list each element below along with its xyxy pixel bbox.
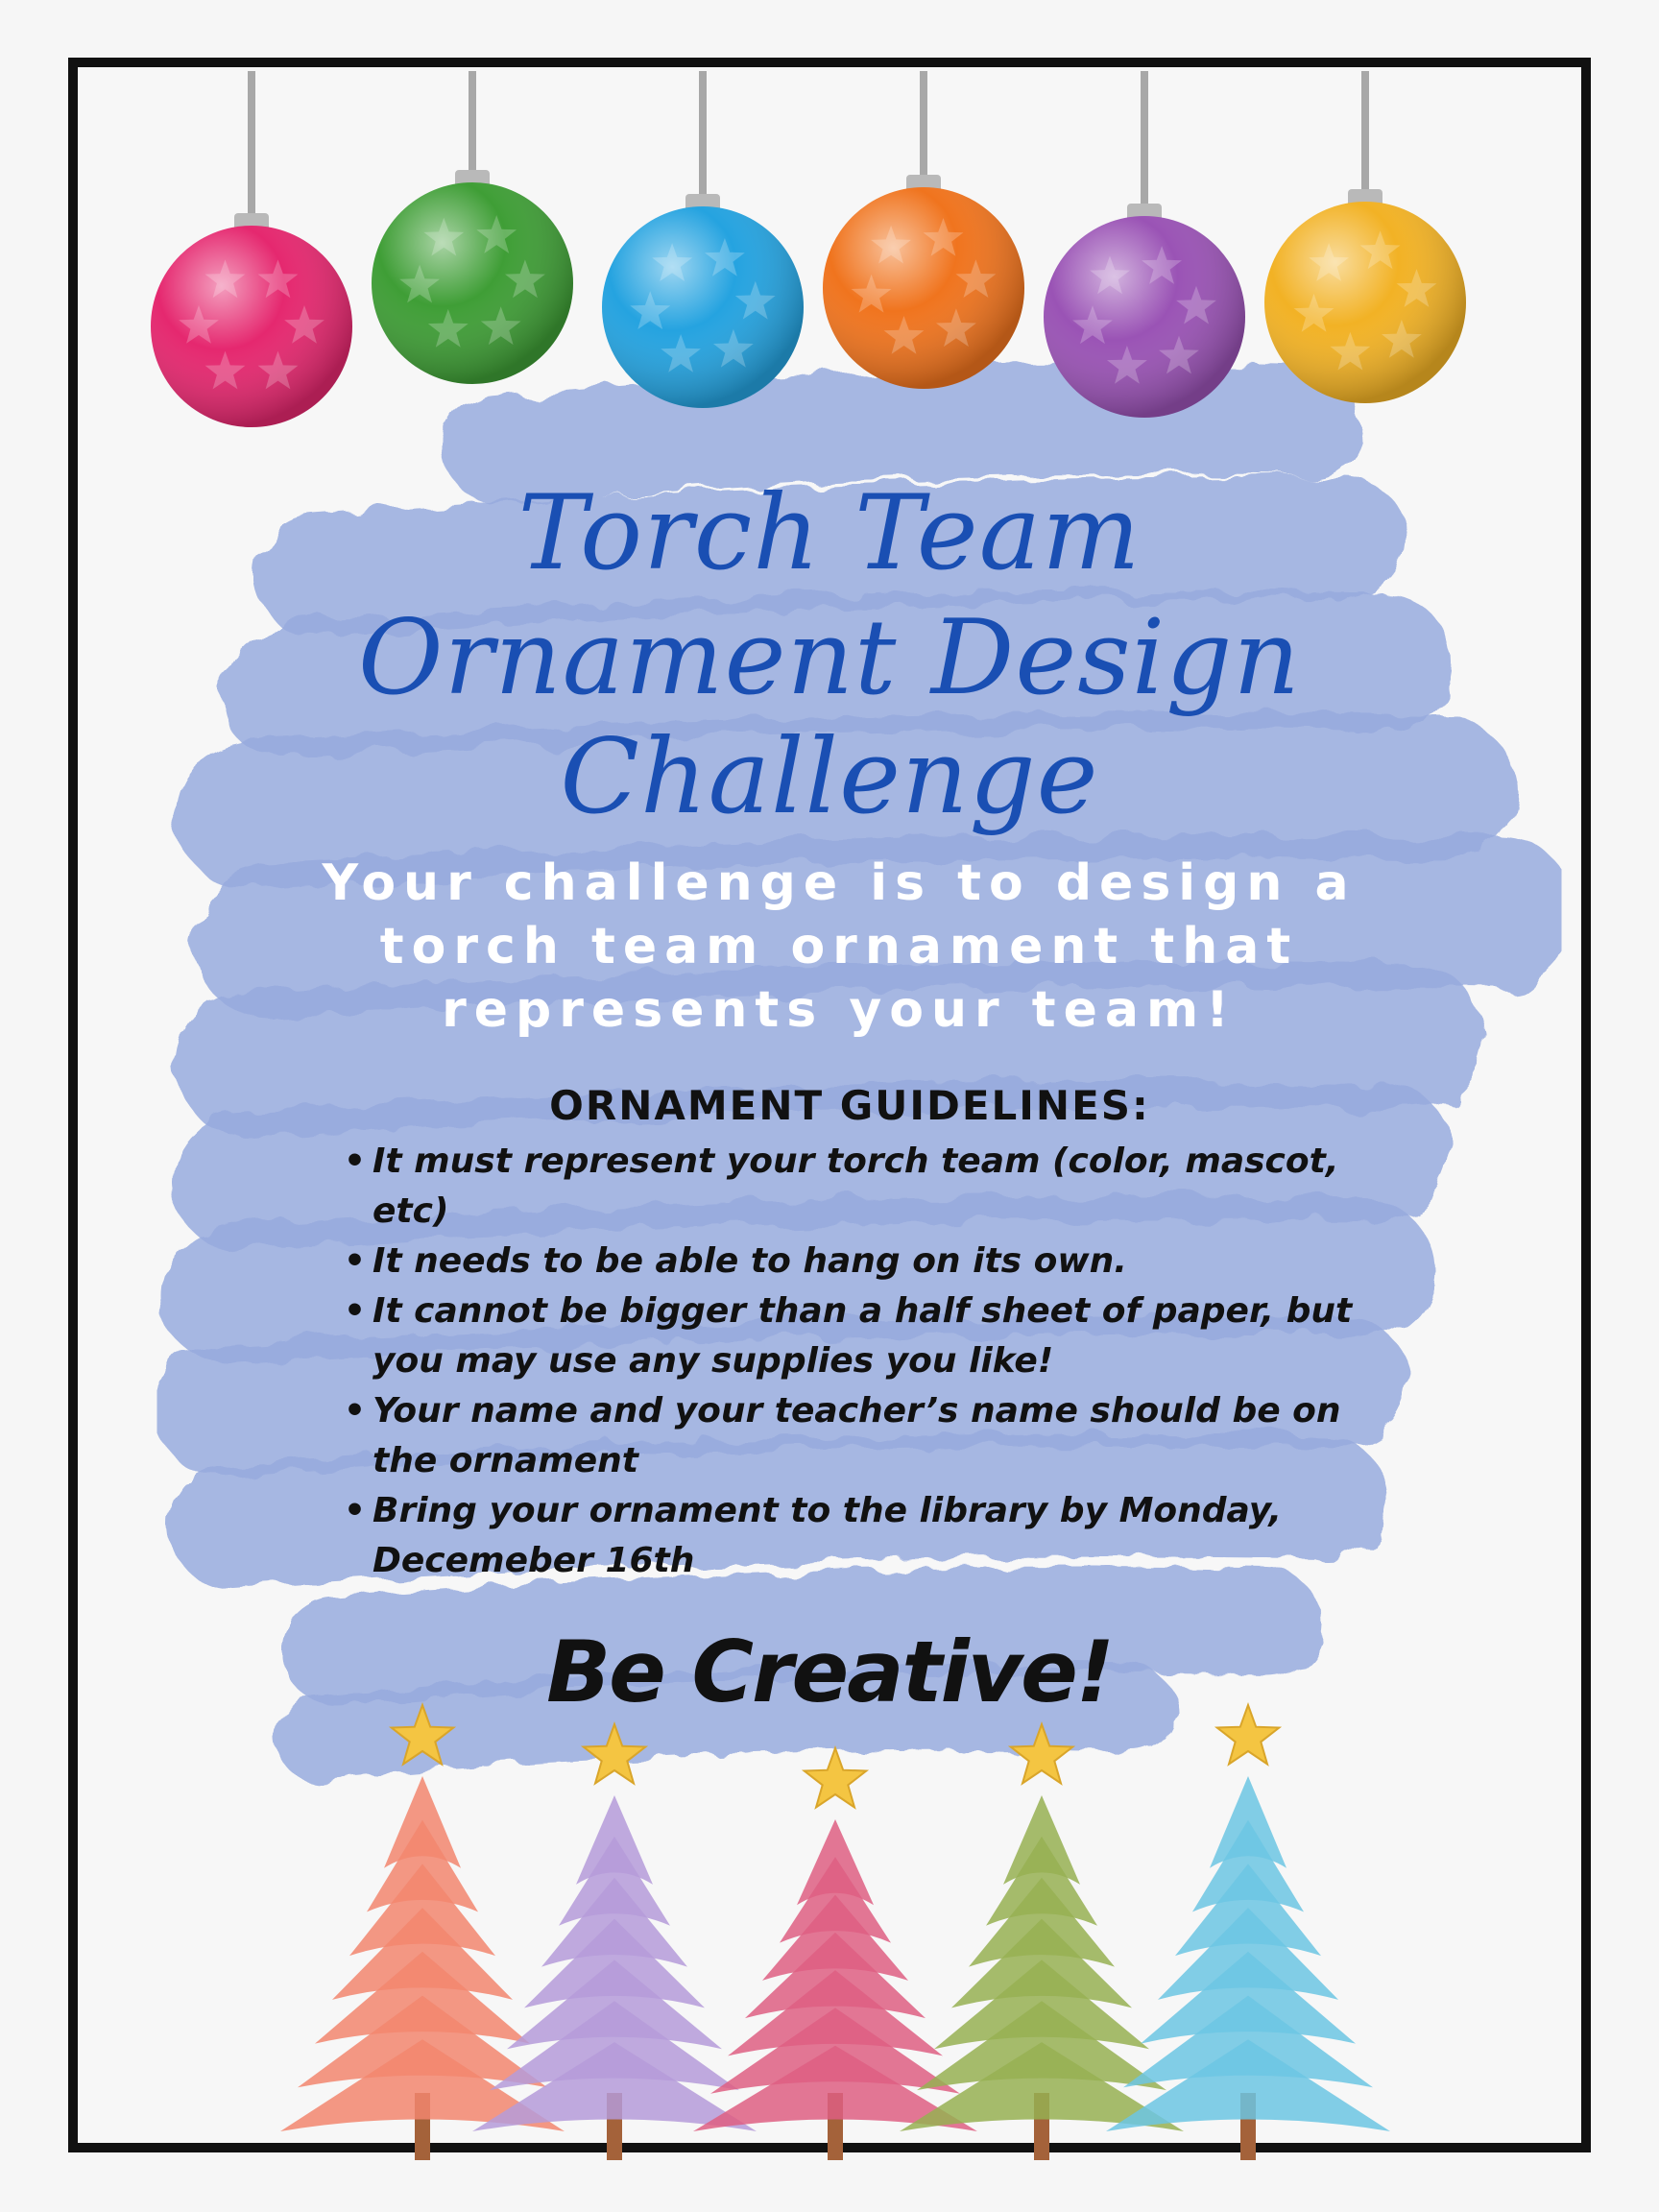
ornament-ball-icon — [1264, 71, 1466, 403]
star-icon — [805, 1748, 867, 1808]
closing-slogan: Be Creative! — [546, 1623, 1113, 1721]
title-line-3: Challenge — [560, 717, 1099, 837]
christmas-tree-icon — [900, 1724, 1184, 2160]
brush-stroke — [499, 421, 1306, 451]
guidelines-heading: ORNAMENT GUIDELINES: — [549, 1082, 1150, 1129]
ornament-ball-icon — [151, 71, 352, 427]
ornament-ball-icon — [1044, 71, 1245, 418]
subtitle-line-3: represents your team! — [442, 981, 1237, 1039]
christmas-tree-icon — [472, 1724, 757, 2160]
guideline-item: • It must represent your torch team (color, mascot, etc) — [344, 1137, 1400, 1237]
tree-row — [280, 1705, 1390, 2160]
christmas-tree-icon — [693, 1748, 977, 2160]
guidelines-list — [344, 1137, 1400, 1586]
christmas-tree-icon — [1106, 1705, 1390, 2160]
subtitle-line-2: torch team ornament that — [379, 918, 1299, 975]
ornament-ball-icon — [602, 71, 804, 408]
guideline-item: • Bring your ornament to the library by Monday, Decemeber 16th — [344, 1486, 1400, 1586]
ornament-ball-icon — [823, 71, 1024, 389]
subtitle-line-1: Your challenge is to design a — [322, 854, 1357, 912]
title-line-2: Ornament Design — [358, 598, 1301, 718]
guideline-item: • Your name and your teacher’s name should be on the ornament — [344, 1386, 1400, 1486]
ornament-ball-icon — [372, 71, 573, 384]
guideline-item: • It needs to be able to hang on its own. — [344, 1237, 1400, 1286]
guideline-item: • It cannot be bigger than a half sheet of paper, but you may use any supplies you like! — [344, 1286, 1400, 1386]
title-line-1: Torch Team — [517, 473, 1142, 593]
